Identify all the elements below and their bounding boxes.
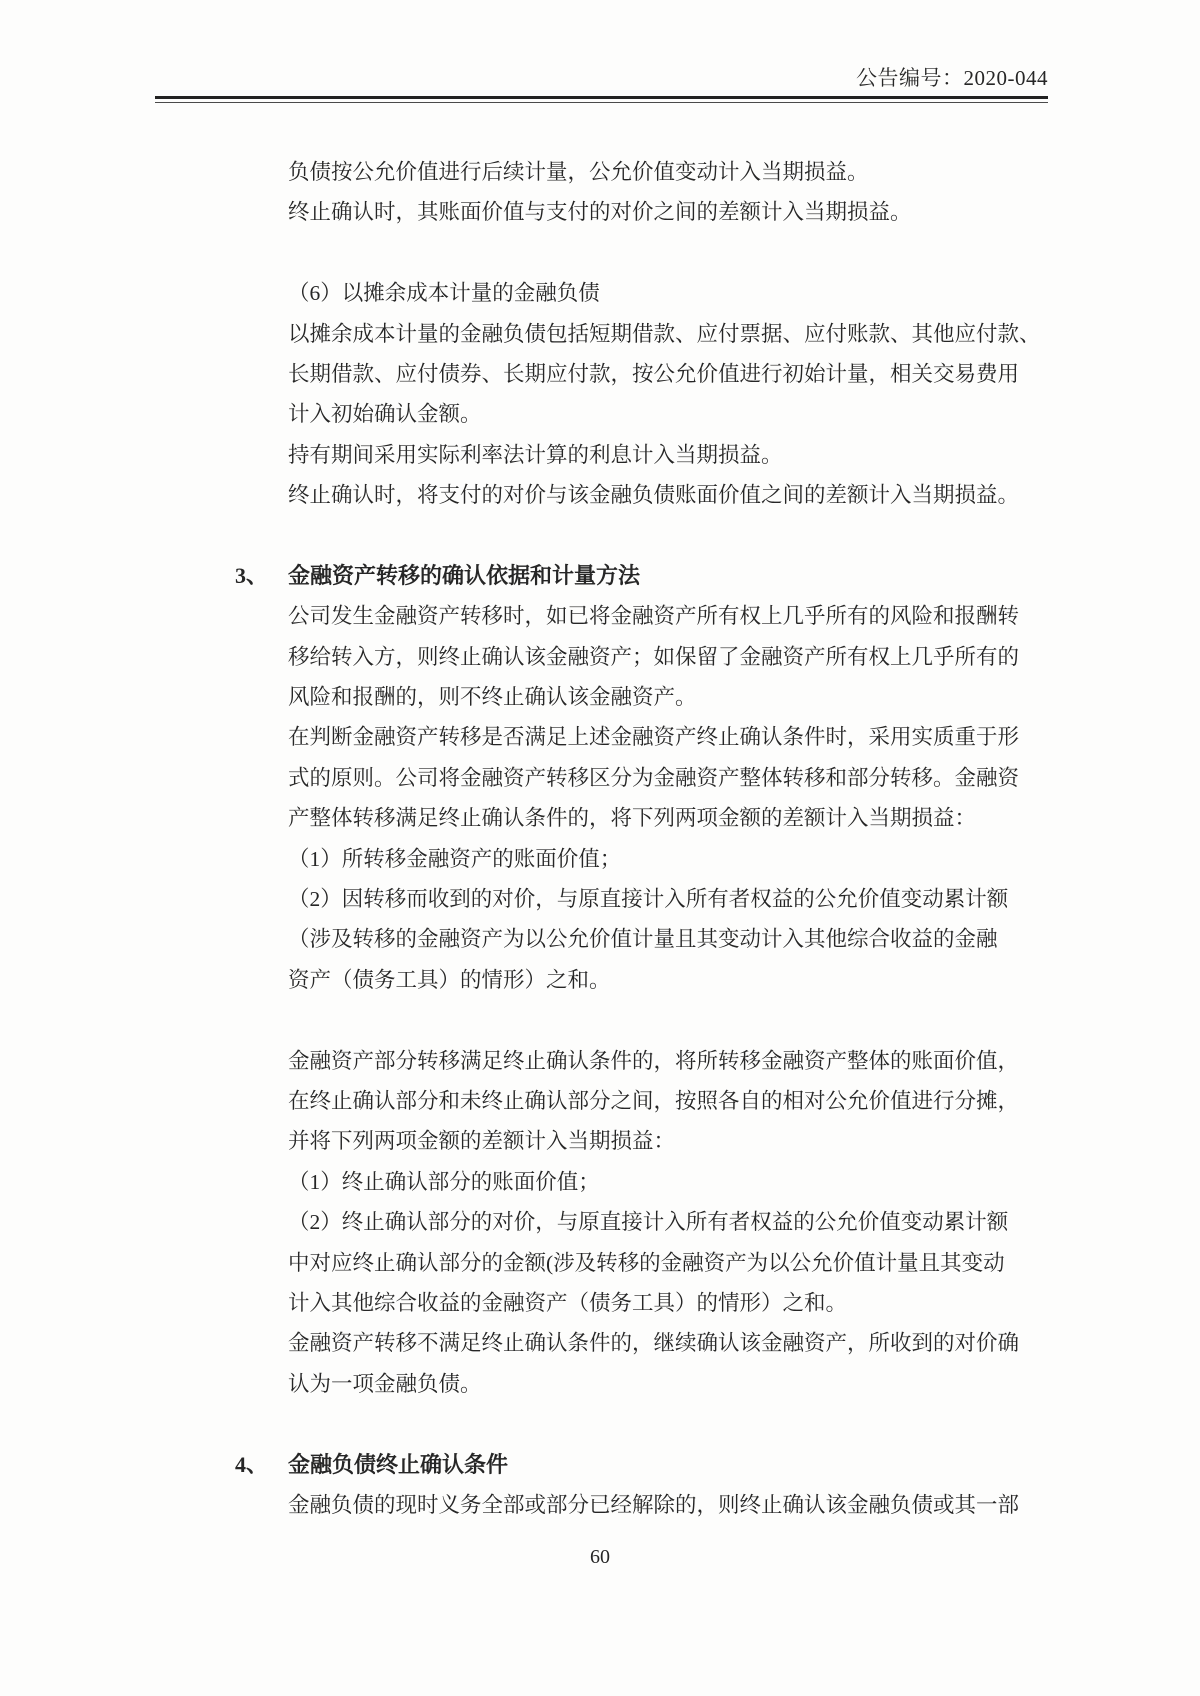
page-footer bbox=[0, 1546, 1200, 1569]
paragraph-line: 金融负债的现时义务全部或部分已经解除的，则终止确认该金融负债或其一部 bbox=[288, 1492, 1020, 1517]
section-3-number: 3、 bbox=[235, 562, 269, 588]
paragraph-line: 在判断金融资产转移是否满足上述金融资产终止确认条件时，采用实质重于形 bbox=[288, 725, 1020, 750]
header-rule bbox=[155, 96, 1048, 103]
paragraph-line: （2）因转移而收到的对价，与原直接计入所有者权益的公允价值变动累计额 bbox=[288, 887, 1009, 912]
paragraph-line: 并将下列两项金额的差额计入当期损益： bbox=[288, 1129, 676, 1154]
section-3-heading bbox=[235, 556, 1075, 596]
paragraph-line: （6）以摊余成本计量的金融负债 bbox=[288, 281, 600, 306]
section-4-title: 金融负债终止确认条件 bbox=[288, 1451, 509, 1477]
paragraph-line: 终止确认时，其账面价值与支付的对价之间的差额计入当期损益。 bbox=[288, 200, 912, 225]
paragraph-line: 风险和报酬的，则不终止确认该金融资产。 bbox=[288, 685, 697, 710]
paragraph-line: 持有期间采用实际利率法计算的利息计入当期损益。 bbox=[288, 442, 783, 467]
notice-number: 公告编号：2020-044 bbox=[856, 66, 1048, 90]
paragraph-line: 认为一项金融负债。 bbox=[288, 1371, 482, 1396]
paragraph-line: 金融资产部分转移满足终止确认条件的，将所转移金融资产整体的账面价值， bbox=[288, 1048, 1020, 1073]
paragraph-line: 金融资产转移不满足终止确认条件的，继续确认该金融资产，所收到的对价确 bbox=[288, 1331, 1020, 1356]
blank-line bbox=[235, 233, 1075, 273]
document-body bbox=[235, 152, 1075, 1525]
blank-line bbox=[235, 516, 1075, 556]
paragraph-line: 负债按公允价值进行后续计量，公允价值变动计入当期损益。 bbox=[288, 160, 869, 184]
paragraph-line: 公司发生金融资产转移时，如已将金融资产所有权上几乎所有的风险和报酬转 bbox=[288, 604, 1020, 629]
paragraph-line: 计入初始确认金额。 bbox=[288, 402, 482, 427]
blank-line bbox=[235, 1000, 1075, 1040]
section-4-heading bbox=[235, 1445, 1075, 1485]
paragraph-line: 中对应终止确认部分的金额(涉及转移的金融资产为以公允价值计量且其变动 bbox=[288, 1250, 1005, 1275]
paragraph-line: （2）终止确认部分的对价，与原直接计入所有者权益的公允价值变动累计额 bbox=[288, 1210, 1009, 1235]
paragraph-line: 移给转入方，则终止确认该金融资产；如保留了金融资产所有权上几乎所有的 bbox=[288, 644, 1020, 669]
paragraph-line: 长期借款、应付债券、长期应付款，按公允价值进行初始计量，相关交易费用 bbox=[288, 361, 1020, 386]
blank-line bbox=[235, 1404, 1075, 1444]
paragraph-line: （涉及转移的金融资产为以公允价值计量且其变动计入其他综合收益的金融 bbox=[288, 927, 998, 952]
paragraph-line: 以摊余成本计量的金融负债包括短期借款、应付票据、应付账款、其他应付款、 bbox=[288, 321, 1041, 346]
paragraph-line: 计入其他综合收益的金融资产（债务工具）的情形）之和。 bbox=[288, 1290, 848, 1315]
paragraph-line: （1）所转移金融资产的账面价值； bbox=[288, 846, 622, 871]
paragraph-line: 终止确认时，将支付的对价与该金融负债账面价值之间的差额计入当期损益。 bbox=[288, 483, 1020, 508]
section-4-number: 4、 bbox=[235, 1451, 269, 1477]
paragraph-line: 在终止确认部分和未终止确认部分之间，按照各自的相对公允价值进行分摊， bbox=[288, 1088, 1020, 1113]
paragraph-line: 式的原则。公司将金融资产转移区分为金融资产整体转移和部分转移。金融资 bbox=[288, 765, 1020, 790]
page-number: 60 bbox=[590, 1546, 610, 1568]
paragraph-line: 资产（债务工具）的情形）之和。 bbox=[288, 967, 611, 992]
paragraph-line: 产整体转移满足终止确认条件的，将下列两项金额的差额计入当期损益： bbox=[288, 806, 977, 831]
section-3-title: 金融资产转移的确认依据和计量方法 bbox=[288, 562, 641, 588]
paragraph-line: （1）终止确认部分的账面价值； bbox=[288, 1169, 600, 1194]
